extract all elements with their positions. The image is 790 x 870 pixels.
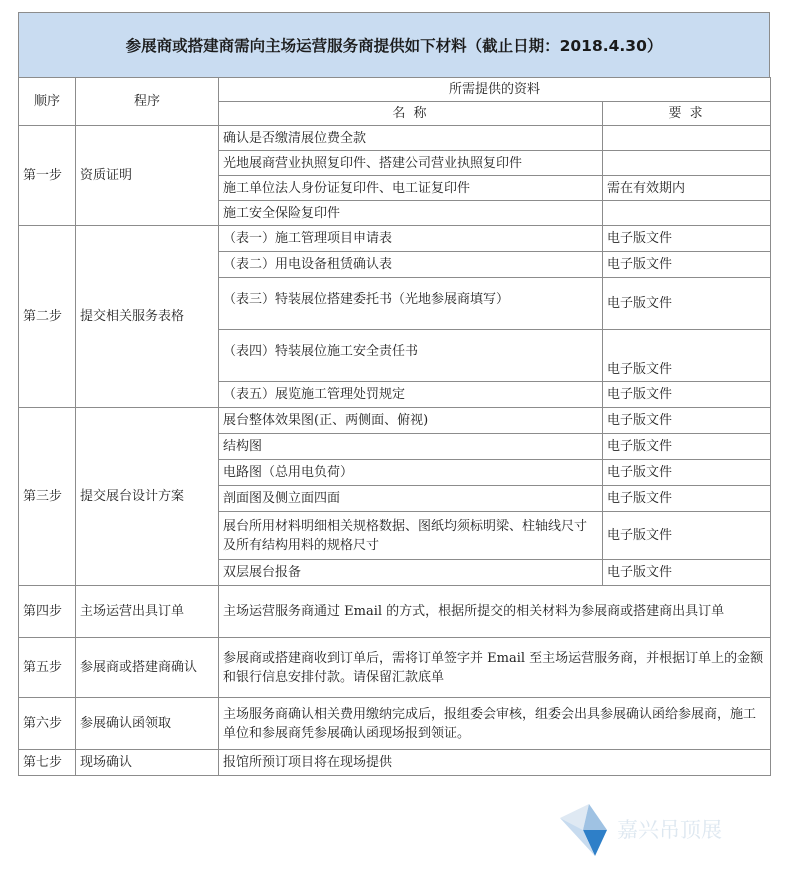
item-requirement: 电子版文件 [603, 512, 771, 560]
procedure-label: 提交相关服务表格 [76, 226, 219, 408]
item-name: 确认是否缴清展位费全款 [219, 126, 603, 151]
item-name: （表五）展览施工管理处罚规定 [219, 382, 603, 408]
item-name: （表四）特装展位施工安全责任书 [219, 330, 603, 382]
table-row [19, 408, 771, 434]
step-description: 主场服务商确认相关费用缴纳完成后，报组委会审核，组委会出具参展确认函给参展商，施工单位和参展商凭参展确认函现场报到领证。 [219, 698, 771, 750]
item-requirement: 电子版文件 [603, 382, 771, 408]
header-order: 顺序 [19, 78, 76, 126]
header-name: 名 称 [219, 102, 603, 126]
step-label: 第六步 [19, 698, 76, 750]
item-name: 施工安全保险复印件 [219, 201, 603, 226]
item-name: 展台所用材料明细相关规格数据、图纸均须标明梁、柱轴线尺寸及所有结构用料的规格尺寸 [219, 512, 603, 560]
materials-table [18, 77, 771, 776]
item-name: 双层展台报备 [219, 560, 603, 586]
table-row [19, 750, 771, 776]
step-label: 第五步 [19, 638, 76, 698]
step-description: 参展商或搭建商收到订单后，需将订单签字并 Email 至主场运营服务商，并根据订单上的金额和银行信息安排付款。请保留汇款底单 [219, 638, 771, 698]
header-requirement: 要 求 [603, 102, 771, 126]
step-label: 第一步 [19, 126, 76, 226]
item-requirement: 电子版文件 [603, 278, 771, 330]
item-name: （表三）特装展位搭建委托书（光地参展商填写） [219, 278, 603, 330]
item-name: 展台整体效果图(正、两侧面、俯视) [219, 408, 603, 434]
watermark-text: 嘉兴吊顶展 [617, 818, 722, 842]
item-requirement: 电子版文件 [603, 252, 771, 278]
procedure-label: 现场确认 [76, 750, 219, 776]
header-row-1 [19, 78, 771, 102]
watermark-logo-icon [555, 800, 615, 860]
item-requirement [603, 126, 771, 151]
step-label: 第二步 [19, 226, 76, 408]
item-requirement: 电子版文件 [603, 460, 771, 486]
procedure-label: 资质证明 [76, 126, 219, 226]
item-name: 剖面图及侧立面四面 [219, 486, 603, 512]
procedure-label: 主场运营出具订单 [76, 586, 219, 638]
watermark [555, 800, 765, 860]
item-name: 光地展商营业执照复印件、搭建公司营业执照复印件 [219, 151, 603, 176]
table-row [19, 698, 771, 750]
step-label: 第七步 [19, 750, 76, 776]
item-name: 电路图（总用电负荷） [219, 460, 603, 486]
procedure-label: 提交展台设计方案 [76, 408, 219, 586]
item-requirement: 电子版文件 [603, 226, 771, 252]
table-row [19, 126, 771, 151]
item-requirement: 需在有效期内 [603, 176, 771, 201]
procedure-label: 参展确认函领取 [76, 698, 219, 750]
item-requirement: 电子版文件 [603, 486, 771, 512]
sheet-title: 参展商或搭建商需向主场运营服务商提供如下材料（截止日期：2018.4.30） [18, 12, 770, 77]
materials-sheet [18, 12, 770, 776]
item-name: （表一）施工管理项目申请表 [219, 226, 603, 252]
step-label: 第四步 [19, 586, 76, 638]
item-name: 结构图 [219, 434, 603, 460]
table-row [19, 226, 771, 252]
item-requirement [603, 151, 771, 176]
procedure-label: 参展商或搭建商确认 [76, 638, 219, 698]
item-requirement: 电子版文件 [603, 330, 771, 382]
table-row [19, 638, 771, 698]
step-description: 报馆所预订项目将在现场提供 [219, 750, 771, 776]
item-requirement: 电子版文件 [603, 434, 771, 460]
header-materials: 所需提供的资料 [219, 78, 771, 102]
item-name: （表二）用电设备租赁确认表 [219, 252, 603, 278]
item-requirement: 电子版文件 [603, 408, 771, 434]
item-requirement: 电子版文件 [603, 560, 771, 586]
header-procedure: 程序 [76, 78, 219, 126]
step-label: 第三步 [19, 408, 76, 586]
step-description: 主场运营服务商通过 Email 的方式，根据所提交的相关材料为参展商或搭建商出具订单 [219, 586, 771, 638]
item-name: 施工单位法人身份证复印件、电工证复印件 [219, 176, 603, 201]
table-row [19, 586, 771, 638]
item-requirement [603, 201, 771, 226]
